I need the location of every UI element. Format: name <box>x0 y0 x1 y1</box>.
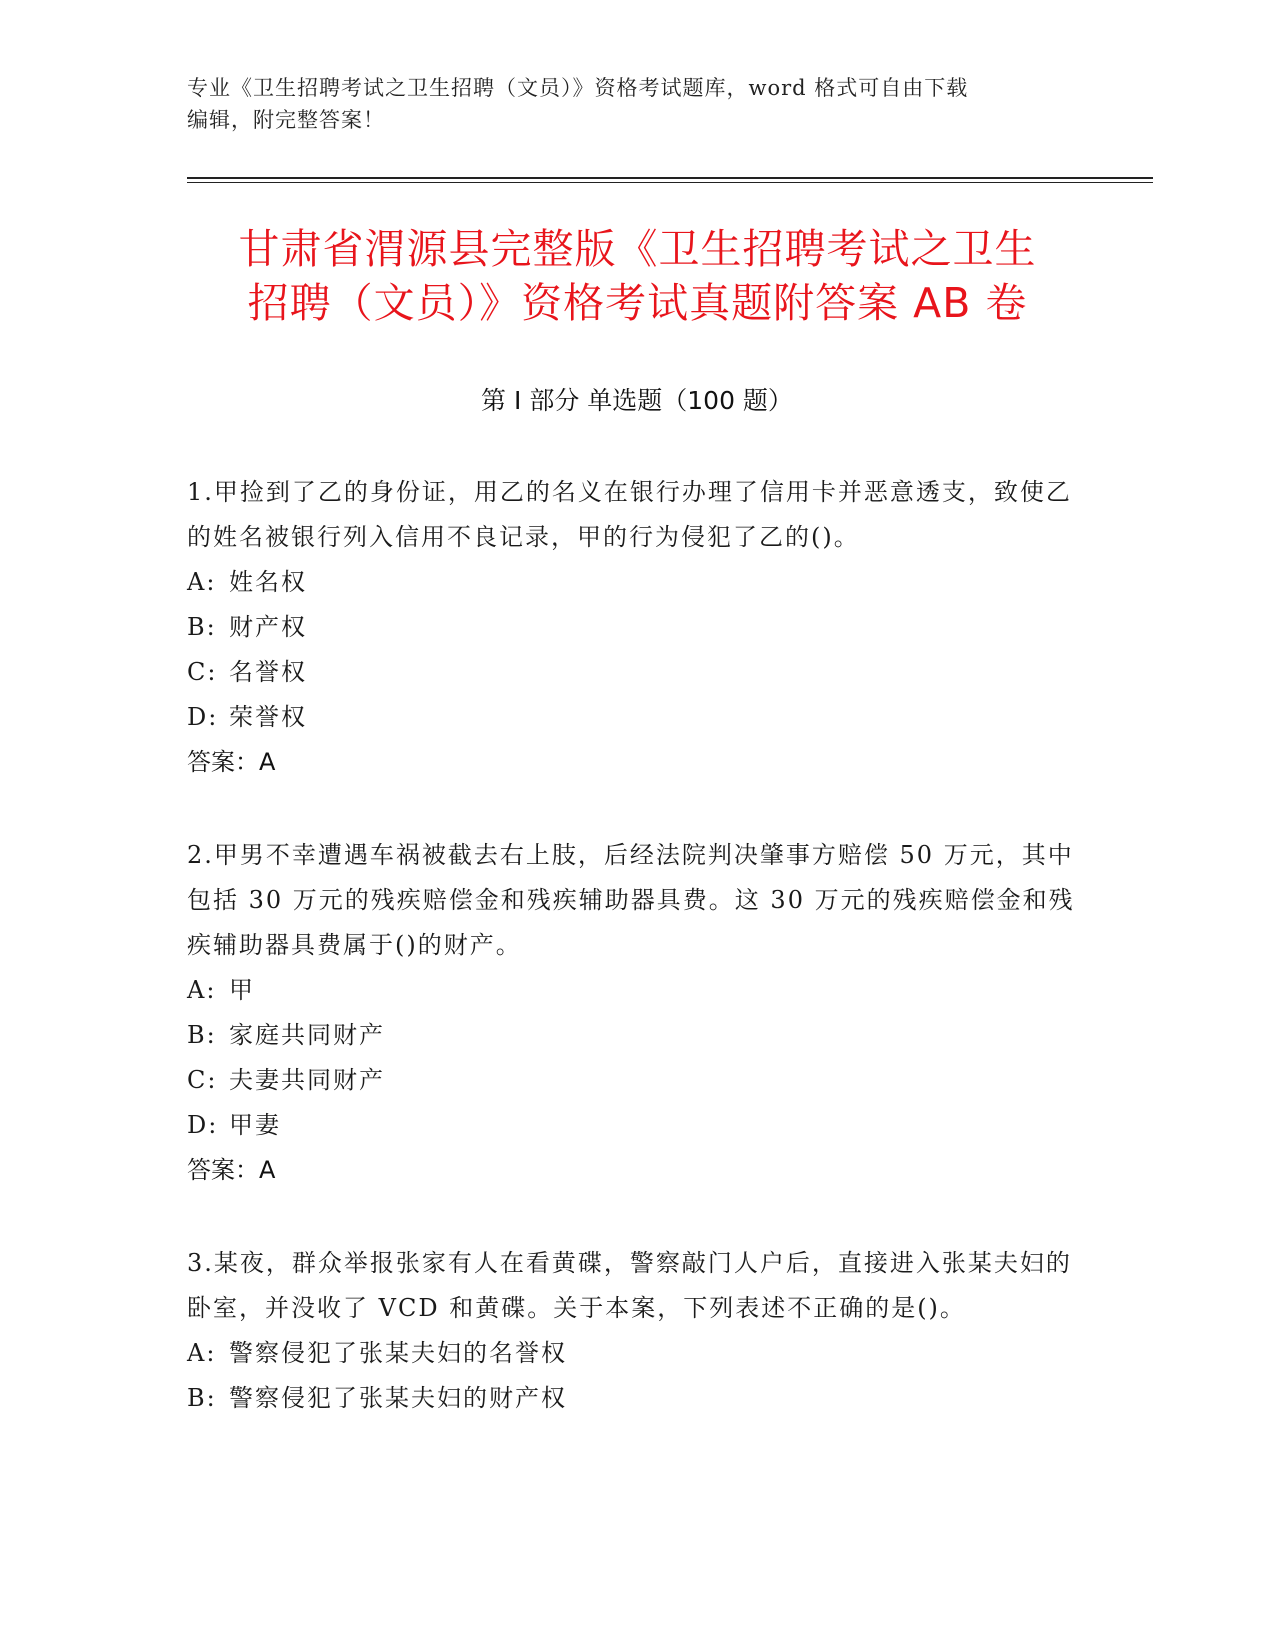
document-title-line-1: 甘肃省渭源县完整版《卫生招聘考试之卫生 <box>238 225 1037 273</box>
question-1 <box>187 470 1087 785</box>
option-b <box>187 1376 1087 1421</box>
option-letter: C: <box>187 658 218 686</box>
option-letter: A: <box>187 568 217 596</box>
question-3 <box>187 1241 1087 1421</box>
option-text: 财产权 <box>229 613 307 641</box>
option-c <box>187 650 1087 695</box>
option-text: 名誉权 <box>229 658 307 686</box>
option-letter: C: <box>187 1066 218 1094</box>
question-2 <box>187 833 1087 1193</box>
header-note-line-1: 专业《卫生招聘考试之卫生招聘（文员）》资格考试题库，word 格式可自由下载 <box>187 76 969 100</box>
option-b <box>187 605 1087 650</box>
document-title <box>150 222 1125 330</box>
option-text: 甲妻 <box>229 1111 281 1139</box>
answer-line: 答案：A <box>187 748 276 776</box>
header-divider-thick <box>187 177 1153 179</box>
option-text: 甲 <box>229 976 255 1004</box>
section-title: 第 I 部分 单选题（100 题） <box>481 386 793 415</box>
option-text: 警察侵犯了张某夫妇的名誉权 <box>229 1339 567 1367</box>
option-c <box>187 1058 1087 1103</box>
option-letter: D: <box>187 703 219 731</box>
option-d <box>187 1103 1087 1148</box>
header-note <box>187 72 1087 136</box>
option-text: 荣誉权 <box>229 703 307 731</box>
option-b <box>187 1013 1087 1058</box>
option-letter: A: <box>187 976 217 1004</box>
option-letter: B: <box>187 613 217 641</box>
option-text: 家庭共同财产 <box>229 1021 385 1049</box>
option-letter: B: <box>187 1384 217 1412</box>
option-a <box>187 560 1087 605</box>
document-title-line-2: 招聘（文员）》资格考试真题附答案 AB 卷 <box>247 279 1028 327</box>
option-text: 警察侵犯了张某夫妇的财产权 <box>229 1384 567 1412</box>
option-letter: B: <box>187 1021 217 1049</box>
option-a <box>187 968 1087 1013</box>
option-d <box>187 695 1087 740</box>
question-stem: 2.甲男不幸遭遇车祸被截去右上肢，后经法院判决肇事方赔偿 50 万元，其中包括 30 万元的残疾赔偿金和残疾辅助器具费。这 30 万元的残疾赔偿金和残疾辅助器具费属于()的财产。 <box>187 841 1075 959</box>
question-stem: 3.某夜，群众举报张家有人在看黄碟，警察敲门人户后，直接进入张某夫妇的卧室，并没收了 VCD 和黄碟。关于本案，下列表述不正确的是()。 <box>187 1249 1072 1322</box>
option-letter: A: <box>187 1339 217 1367</box>
option-text: 夫妻共同财产 <box>229 1066 385 1094</box>
question-stem: 1.甲捡到了乙的身份证，用乙的名义在银行办理了信用卡并恶意透支，致使乙的姓名被银行列入信用不良记录，甲的行为侵犯了乙的()。 <box>187 478 1072 551</box>
option-a <box>187 1331 1087 1376</box>
header-divider-thin <box>187 182 1153 183</box>
option-letter: D: <box>187 1111 219 1139</box>
option-text: 姓名权 <box>229 568 307 596</box>
answer-line: 答案：A <box>187 1156 276 1184</box>
header-note-line-2: 编辑，附完整答案！ <box>187 108 385 132</box>
